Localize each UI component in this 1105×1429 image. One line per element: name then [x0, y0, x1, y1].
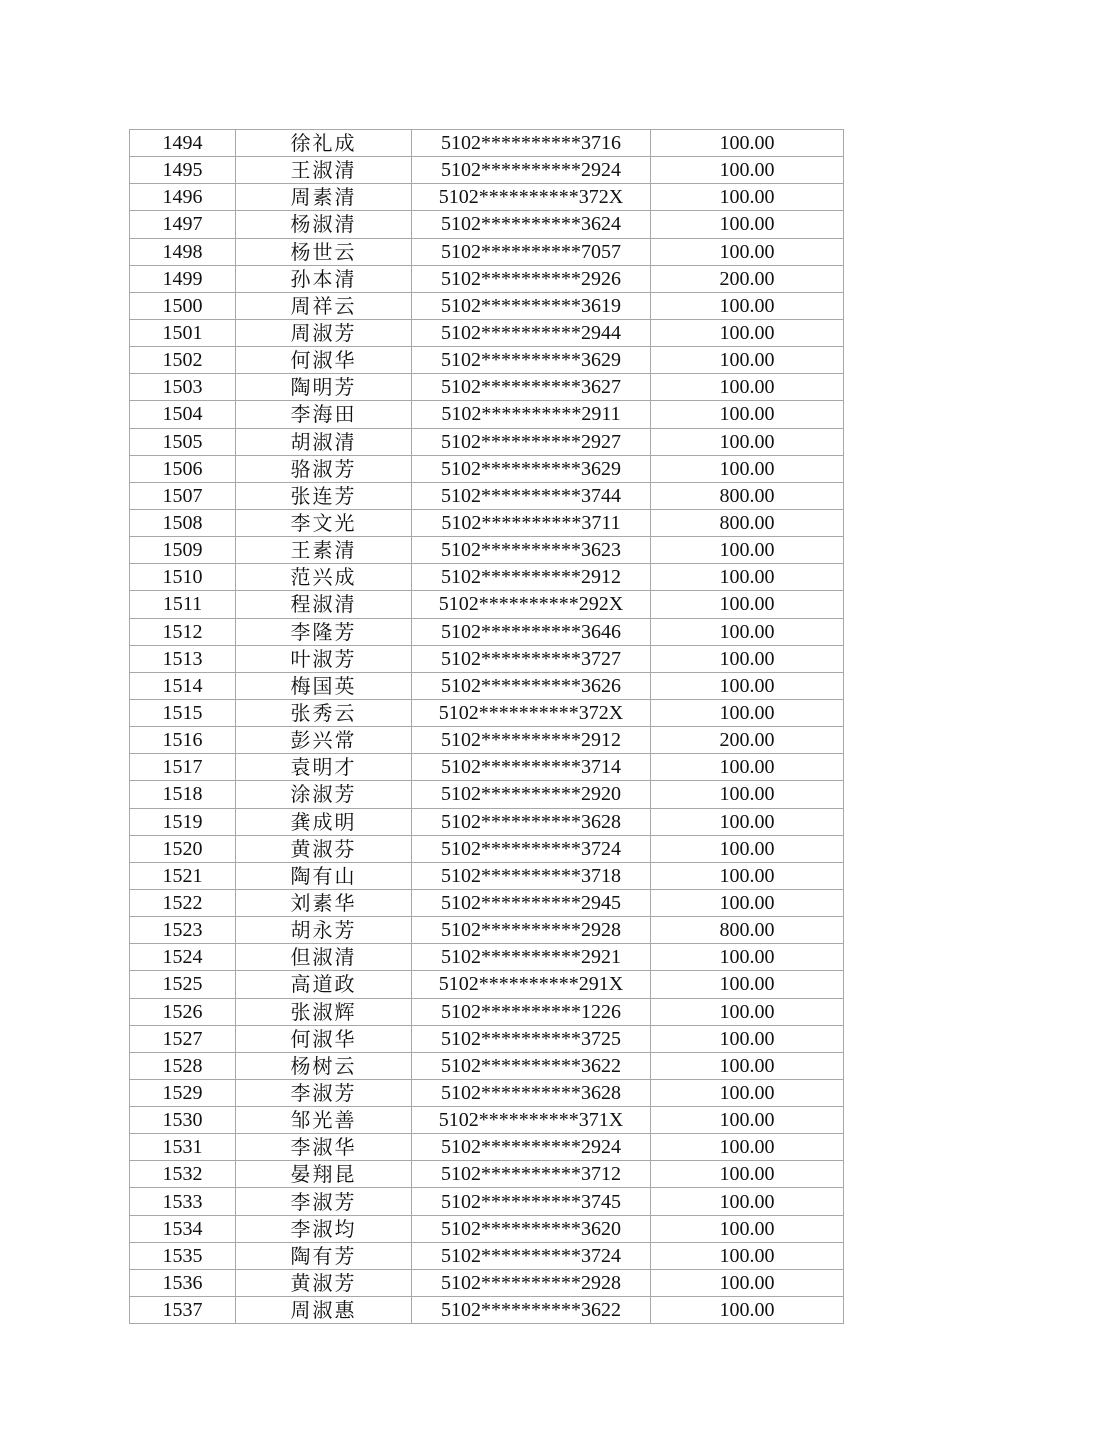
- cell-serial-number: 1510: [130, 564, 236, 591]
- cell-id-number: 5102**********7057: [412, 238, 651, 265]
- cell-id-number: 5102**********3744: [412, 482, 651, 509]
- cell-amount: 100.00: [651, 781, 844, 808]
- cell-amount: 100.00: [651, 211, 844, 238]
- cell-person-name: 程淑清: [236, 591, 412, 618]
- cell-serial-number: 1515: [130, 699, 236, 726]
- cell-serial-number: 1514: [130, 672, 236, 699]
- roster-table: [129, 129, 844, 1324]
- cell-id-number: 5102**********3646: [412, 618, 651, 645]
- cell-person-name: 陶明芳: [236, 374, 412, 401]
- cell-person-name: 胡永芳: [236, 917, 412, 944]
- table-row: [130, 1215, 844, 1242]
- cell-amount: 100.00: [651, 184, 844, 211]
- table-row: [130, 808, 844, 835]
- cell-serial-number: 1520: [130, 835, 236, 862]
- cell-amount: 100.00: [651, 998, 844, 1025]
- table-row: [130, 1079, 844, 1106]
- table-row: [130, 292, 844, 319]
- cell-amount: 100.00: [651, 1242, 844, 1269]
- cell-id-number: 5102**********2912: [412, 564, 651, 591]
- cell-serial-number: 1536: [130, 1269, 236, 1296]
- cell-person-name: 何淑华: [236, 347, 412, 374]
- cell-amount: 100.00: [651, 1269, 844, 1296]
- cell-amount: 100.00: [651, 944, 844, 971]
- cell-person-name: 但淑清: [236, 944, 412, 971]
- cell-person-name: 李淑芳: [236, 1188, 412, 1215]
- cell-serial-number: 1537: [130, 1297, 236, 1324]
- cell-person-name: 张连芳: [236, 482, 412, 509]
- cell-amount: 100.00: [651, 618, 844, 645]
- cell-amount: 100.00: [651, 537, 844, 564]
- cell-id-number: 5102**********3623: [412, 537, 651, 564]
- cell-amount: 100.00: [651, 1215, 844, 1242]
- cell-amount: 100.00: [651, 699, 844, 726]
- cell-id-number: 5102**********372X: [412, 184, 651, 211]
- cell-person-name: 李文光: [236, 509, 412, 536]
- cell-amount: 100.00: [651, 564, 844, 591]
- cell-id-number: 5102**********2912: [412, 727, 651, 754]
- cell-serial-number: 1497: [130, 211, 236, 238]
- cell-amount: 100.00: [651, 754, 844, 781]
- cell-id-number: 5102**********2928: [412, 1269, 651, 1296]
- cell-person-name: 骆淑芳: [236, 455, 412, 482]
- table-row: [130, 971, 844, 998]
- cell-amount: 100.00: [651, 292, 844, 319]
- table-row: [130, 211, 844, 238]
- cell-id-number: 5102**********3620: [412, 1215, 651, 1242]
- cell-person-name: 周淑芳: [236, 319, 412, 346]
- cell-serial-number: 1535: [130, 1242, 236, 1269]
- cell-amount: 100.00: [651, 238, 844, 265]
- cell-person-name: 袁明才: [236, 754, 412, 781]
- table-row: [130, 998, 844, 1025]
- cell-person-name: 杨淑清: [236, 211, 412, 238]
- cell-id-number: 5102**********3624: [412, 211, 651, 238]
- cell-amount: 100.00: [651, 889, 844, 916]
- table-row: [130, 917, 844, 944]
- cell-person-name: 陶有芳: [236, 1242, 412, 1269]
- cell-id-number: 5102**********3619: [412, 292, 651, 319]
- cell-id-number: 5102**********291X: [412, 971, 651, 998]
- cell-serial-number: 1505: [130, 428, 236, 455]
- cell-id-number: 5102**********3622: [412, 1052, 651, 1079]
- cell-id-number: 5102**********3629: [412, 455, 651, 482]
- table-row: [130, 374, 844, 401]
- cell-person-name: 徐礼成: [236, 130, 412, 157]
- cell-amount: 100.00: [651, 401, 844, 428]
- cell-id-number: 5102**********2927: [412, 428, 651, 455]
- table-row: [130, 509, 844, 536]
- cell-serial-number: 1526: [130, 998, 236, 1025]
- cell-amount: 100.00: [651, 157, 844, 184]
- cell-serial-number: 1519: [130, 808, 236, 835]
- cell-amount: 100.00: [651, 1161, 844, 1188]
- cell-person-name: 胡淑清: [236, 428, 412, 455]
- cell-serial-number: 1495: [130, 157, 236, 184]
- table-row: [130, 754, 844, 781]
- cell-id-number: 5102**********3714: [412, 754, 651, 781]
- table-row: [130, 347, 844, 374]
- cell-id-number: 5102**********3627: [412, 374, 651, 401]
- cell-id-number: 5102**********2924: [412, 1134, 651, 1161]
- cell-serial-number: 1530: [130, 1107, 236, 1134]
- table-row: [130, 727, 844, 754]
- cell-person-name: 范兴成: [236, 564, 412, 591]
- table-row: [130, 781, 844, 808]
- cell-id-number: 5102**********2945: [412, 889, 651, 916]
- cell-id-number: 5102**********3745: [412, 1188, 651, 1215]
- cell-id-number: 5102**********2928: [412, 917, 651, 944]
- cell-serial-number: 1532: [130, 1161, 236, 1188]
- cell-person-name: 张淑辉: [236, 998, 412, 1025]
- table-row: [130, 130, 844, 157]
- table-row: [130, 1188, 844, 1215]
- cell-serial-number: 1496: [130, 184, 236, 211]
- cell-person-name: 涂淑芳: [236, 781, 412, 808]
- cell-serial-number: 1518: [130, 781, 236, 808]
- table-row: [130, 645, 844, 672]
- cell-person-name: 周祥云: [236, 292, 412, 319]
- cell-serial-number: 1531: [130, 1134, 236, 1161]
- table-row: [130, 238, 844, 265]
- table-row: [130, 1269, 844, 1296]
- cell-id-number: 5102**********292X: [412, 591, 651, 618]
- cell-serial-number: 1506: [130, 455, 236, 482]
- cell-person-name: 杨世云: [236, 238, 412, 265]
- cell-amount: 100.00: [651, 1134, 844, 1161]
- cell-person-name: 邹光善: [236, 1107, 412, 1134]
- table-row: [130, 1052, 844, 1079]
- cell-serial-number: 1501: [130, 319, 236, 346]
- cell-amount: 200.00: [651, 727, 844, 754]
- cell-serial-number: 1498: [130, 238, 236, 265]
- cell-amount: 100.00: [651, 591, 844, 618]
- cell-person-name: 张秀云: [236, 699, 412, 726]
- cell-id-number: 5102**********3711: [412, 509, 651, 536]
- cell-serial-number: 1499: [130, 265, 236, 292]
- cell-serial-number: 1508: [130, 509, 236, 536]
- cell-amount: 100.00: [651, 1052, 844, 1079]
- table-row: [130, 618, 844, 645]
- cell-id-number: 5102**********372X: [412, 699, 651, 726]
- table-row: [130, 1297, 844, 1324]
- cell-id-number: 5102**********2920: [412, 781, 651, 808]
- cell-serial-number: 1521: [130, 862, 236, 889]
- table-row: [130, 862, 844, 889]
- table-row: [130, 835, 844, 862]
- table-row: [130, 672, 844, 699]
- cell-serial-number: 1522: [130, 889, 236, 916]
- cell-id-number: 5102**********3724: [412, 835, 651, 862]
- cell-amount: 100.00: [651, 428, 844, 455]
- cell-amount: 100.00: [651, 971, 844, 998]
- cell-id-number: 5102**********3727: [412, 645, 651, 672]
- cell-person-name: 李淑华: [236, 1134, 412, 1161]
- cell-id-number: 5102**********3724: [412, 1242, 651, 1269]
- cell-serial-number: 1529: [130, 1079, 236, 1106]
- cell-serial-number: 1534: [130, 1215, 236, 1242]
- cell-serial-number: 1507: [130, 482, 236, 509]
- table-row: [130, 184, 844, 211]
- cell-person-name: 孙本清: [236, 265, 412, 292]
- cell-amount: 800.00: [651, 482, 844, 509]
- table-row: [130, 889, 844, 916]
- cell-person-name: 王淑清: [236, 157, 412, 184]
- cell-amount: 100.00: [651, 347, 844, 374]
- cell-serial-number: 1511: [130, 591, 236, 618]
- table-row: [130, 455, 844, 482]
- cell-amount: 100.00: [651, 835, 844, 862]
- cell-person-name: 刘素华: [236, 889, 412, 916]
- table-row: [130, 537, 844, 564]
- cell-id-number: 5102**********2921: [412, 944, 651, 971]
- cell-serial-number: 1504: [130, 401, 236, 428]
- cell-amount: 100.00: [651, 672, 844, 699]
- cell-id-number: 5102**********2911: [412, 401, 651, 428]
- cell-serial-number: 1533: [130, 1188, 236, 1215]
- cell-serial-number: 1524: [130, 944, 236, 971]
- table-row: [130, 591, 844, 618]
- cell-amount: 100.00: [651, 455, 844, 482]
- cell-id-number: 5102**********3725: [412, 1025, 651, 1052]
- cell-person-name: 李淑芳: [236, 1079, 412, 1106]
- cell-id-number: 5102**********3622: [412, 1297, 651, 1324]
- cell-id-number: 5102**********3628: [412, 808, 651, 835]
- table-row: [130, 564, 844, 591]
- table-row: [130, 1134, 844, 1161]
- table-row: [130, 401, 844, 428]
- cell-id-number: 5102**********371X: [412, 1107, 651, 1134]
- cell-id-number: 5102**********3629: [412, 347, 651, 374]
- table-row: [130, 699, 844, 726]
- cell-id-number: 5102**********3718: [412, 862, 651, 889]
- cell-id-number: 5102**********2944: [412, 319, 651, 346]
- cell-person-name: 周淑惠: [236, 1297, 412, 1324]
- cell-amount: 100.00: [651, 1079, 844, 1106]
- cell-person-name: 梅国英: [236, 672, 412, 699]
- table-row: [130, 1107, 844, 1134]
- cell-id-number: 5102**********3628: [412, 1079, 651, 1106]
- cell-id-number: 5102**********1226: [412, 998, 651, 1025]
- cell-person-name: 周素清: [236, 184, 412, 211]
- cell-serial-number: 1500: [130, 292, 236, 319]
- cell-person-name: 王素清: [236, 537, 412, 564]
- table-row: [130, 1025, 844, 1052]
- cell-serial-number: 1503: [130, 374, 236, 401]
- cell-amount: 100.00: [651, 130, 844, 157]
- table-row: [130, 265, 844, 292]
- cell-serial-number: 1527: [130, 1025, 236, 1052]
- cell-person-name: 叶淑芳: [236, 645, 412, 672]
- table-row: [130, 1161, 844, 1188]
- cell-amount: 200.00: [651, 265, 844, 292]
- cell-person-name: 晏翔昆: [236, 1161, 412, 1188]
- cell-id-number: 5102**********3716: [412, 130, 651, 157]
- cell-amount: 100.00: [651, 319, 844, 346]
- table-row: [130, 428, 844, 455]
- cell-amount: 100.00: [651, 1107, 844, 1134]
- cell-serial-number: 1509: [130, 537, 236, 564]
- table-row: [130, 157, 844, 184]
- cell-amount: 800.00: [651, 509, 844, 536]
- cell-id-number: 5102**********2924: [412, 157, 651, 184]
- cell-amount: 100.00: [651, 808, 844, 835]
- cell-serial-number: 1525: [130, 971, 236, 998]
- cell-person-name: 黄淑芳: [236, 1269, 412, 1296]
- cell-person-name: 李淑均: [236, 1215, 412, 1242]
- cell-id-number: 5102**********2926: [412, 265, 651, 292]
- cell-serial-number: 1516: [130, 727, 236, 754]
- cell-person-name: 陶有山: [236, 862, 412, 889]
- cell-person-name: 龚成明: [236, 808, 412, 835]
- cell-id-number: 5102**********3712: [412, 1161, 651, 1188]
- cell-person-name: 黄淑芬: [236, 835, 412, 862]
- cell-person-name: 何淑华: [236, 1025, 412, 1052]
- cell-serial-number: 1512: [130, 618, 236, 645]
- cell-amount: 100.00: [651, 1297, 844, 1324]
- cell-serial-number: 1517: [130, 754, 236, 781]
- table-row: [130, 482, 844, 509]
- roster-table-body: [130, 130, 844, 1324]
- cell-serial-number: 1502: [130, 347, 236, 374]
- table-row: [130, 319, 844, 346]
- cell-person-name: 杨树云: [236, 1052, 412, 1079]
- cell-id-number: 5102**********3626: [412, 672, 651, 699]
- cell-amount: 100.00: [651, 862, 844, 889]
- cell-serial-number: 1528: [130, 1052, 236, 1079]
- table-row: [130, 944, 844, 971]
- cell-amount: 100.00: [651, 1188, 844, 1215]
- cell-person-name: 彭兴常: [236, 727, 412, 754]
- cell-person-name: 李隆芳: [236, 618, 412, 645]
- cell-person-name: 高道政: [236, 971, 412, 998]
- cell-serial-number: 1513: [130, 645, 236, 672]
- cell-amount: 100.00: [651, 1025, 844, 1052]
- cell-person-name: 李海田: [236, 401, 412, 428]
- cell-amount: 100.00: [651, 645, 844, 672]
- cell-serial-number: 1523: [130, 917, 236, 944]
- cell-serial-number: 1494: [130, 130, 236, 157]
- cell-amount: 800.00: [651, 917, 844, 944]
- table-row: [130, 1242, 844, 1269]
- cell-amount: 100.00: [651, 374, 844, 401]
